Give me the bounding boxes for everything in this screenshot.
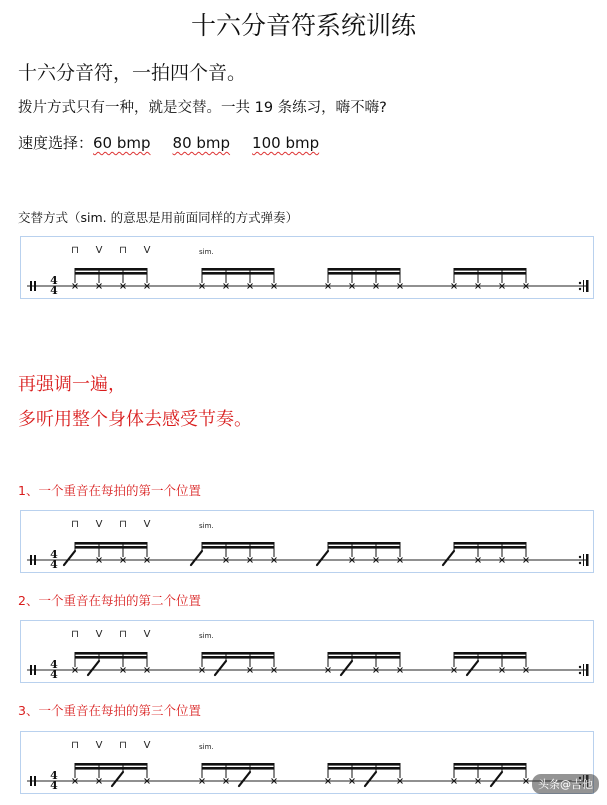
beam (328, 542, 400, 545)
speed-label: 速度选择： (18, 134, 94, 152)
time-signature-top: 4 (50, 548, 58, 561)
end-barline (583, 280, 584, 292)
accent-slash (491, 772, 502, 786)
beam (202, 763, 274, 766)
staff-exercise-1 (20, 510, 594, 573)
beam (328, 268, 400, 271)
beam (202, 546, 274, 549)
start-barline (30, 555, 32, 565)
beam (75, 763, 147, 766)
upstroke-mark: V (143, 740, 151, 751)
beam (454, 272, 526, 275)
repeat-dot (579, 556, 581, 558)
speed-option-80: 80 bmp (172, 134, 231, 152)
accent-slash (239, 772, 250, 786)
downstroke-mark: ⊓ (71, 629, 79, 640)
beam (202, 272, 274, 275)
upstroke-mark: V (95, 519, 103, 530)
beam (328, 656, 400, 659)
watermark: 头条@吉他 (532, 774, 599, 794)
start-barline (34, 555, 36, 565)
beam (328, 546, 400, 549)
exercise-1-label: 1、一个重音在每拍的第一个位置 (18, 483, 201, 498)
time-signature-bottom: 4 (50, 779, 58, 792)
sim-text: sim. (199, 743, 214, 751)
beam (75, 652, 147, 655)
accent-slash (191, 551, 202, 565)
start-barline (34, 776, 36, 786)
intro-line: 十六分音符，一拍四个音。 (18, 62, 247, 84)
sim-text: sim. (199, 248, 214, 256)
upstroke-mark: V (95, 245, 103, 256)
beam (75, 656, 147, 659)
beam (454, 767, 526, 770)
accent-slash (112, 772, 123, 786)
upstroke-mark: V (143, 629, 151, 640)
beam (328, 652, 400, 655)
beam (454, 542, 526, 545)
emphasis-line-2: 多听用整个身体去感受节奏。 (18, 409, 252, 430)
upstroke-mark: V (143, 519, 151, 530)
downstroke-mark: ⊓ (119, 740, 127, 751)
beam (454, 546, 526, 549)
time-signature-bottom: 4 (50, 668, 58, 681)
accent-slash (317, 551, 328, 565)
end-barline (586, 280, 589, 292)
end-barline (586, 554, 589, 566)
repeat-dot (579, 288, 581, 290)
upstroke-mark: V (143, 245, 151, 256)
beam (202, 268, 274, 271)
beam (454, 652, 526, 655)
downstroke-mark: ⊓ (71, 740, 79, 751)
speed-option-60: 60 bmp (93, 134, 151, 152)
downstroke-mark: ⊓ (119, 245, 127, 256)
accent-slash (88, 661, 99, 675)
description-line: 拨片方式只有一种，就是交替。一共 19 条练习，嗨不嗨? (18, 100, 387, 116)
time-signature-top: 4 (50, 274, 58, 287)
beam (202, 652, 274, 655)
exercise-2-label: 2、一个重音在每拍的第二个位置 (18, 593, 201, 608)
repeat-dot (579, 666, 581, 668)
downstroke-mark: ⊓ (71, 519, 79, 530)
repeat-dot (579, 282, 581, 284)
notation-svg (21, 237, 592, 297)
downstroke-mark: ⊓ (71, 245, 79, 256)
beam (75, 542, 147, 545)
accent-slash (64, 551, 75, 565)
accent-slash (365, 772, 376, 786)
beam (202, 656, 274, 659)
downstroke-mark: ⊓ (119, 519, 127, 530)
staff-alternate (20, 236, 594, 299)
time-signature-top: 4 (50, 769, 58, 782)
beam (454, 763, 526, 766)
emphasis-line-1: 再强调一遍， (18, 374, 126, 395)
notation-svg (21, 732, 592, 792)
accent-slash (215, 661, 226, 675)
notation-svg (21, 621, 592, 681)
speed-option-100: 100 bmp (252, 134, 320, 152)
repeat-dot (579, 562, 581, 564)
beam (328, 767, 400, 770)
start-barline (34, 665, 36, 675)
sim-text: sim. (199, 522, 214, 530)
beam (202, 767, 274, 770)
end-barline (583, 554, 584, 566)
beam (75, 767, 147, 770)
beam (454, 656, 526, 659)
accent-slash (443, 551, 454, 565)
repeat-dot (579, 672, 581, 674)
start-barline (30, 281, 32, 291)
staff-exercise-3 (20, 731, 594, 794)
beam (328, 763, 400, 766)
page-title: 十六分音符系统训练 (190, 11, 416, 40)
start-barline (30, 665, 32, 675)
beam (454, 268, 526, 271)
alternate-picking-label: 交替方式（sim. 的意思是用前面同样的方式弹奏） (18, 210, 299, 225)
notation-svg (21, 511, 592, 571)
start-barline (34, 281, 36, 291)
end-barline (586, 664, 589, 676)
upstroke-mark: V (95, 740, 103, 751)
downstroke-mark: ⊓ (119, 629, 127, 640)
time-signature-bottom: 4 (50, 558, 58, 571)
beam (328, 272, 400, 275)
beam (202, 542, 274, 545)
time-signature-bottom: 4 (50, 284, 58, 297)
staff-exercise-2 (20, 620, 594, 683)
accent-slash (467, 661, 478, 675)
start-barline (30, 776, 32, 786)
sim-text: sim. (199, 632, 214, 640)
end-barline (583, 664, 584, 676)
beam (75, 272, 147, 275)
exercise-3-label: 3、一个重音在每拍的第三个位置 (18, 703, 201, 718)
accent-slash (341, 661, 352, 675)
upstroke-mark: V (95, 629, 103, 640)
time-signature-top: 4 (50, 658, 58, 671)
speed-line (18, 132, 319, 153)
beam (75, 268, 147, 271)
beam (75, 546, 147, 549)
